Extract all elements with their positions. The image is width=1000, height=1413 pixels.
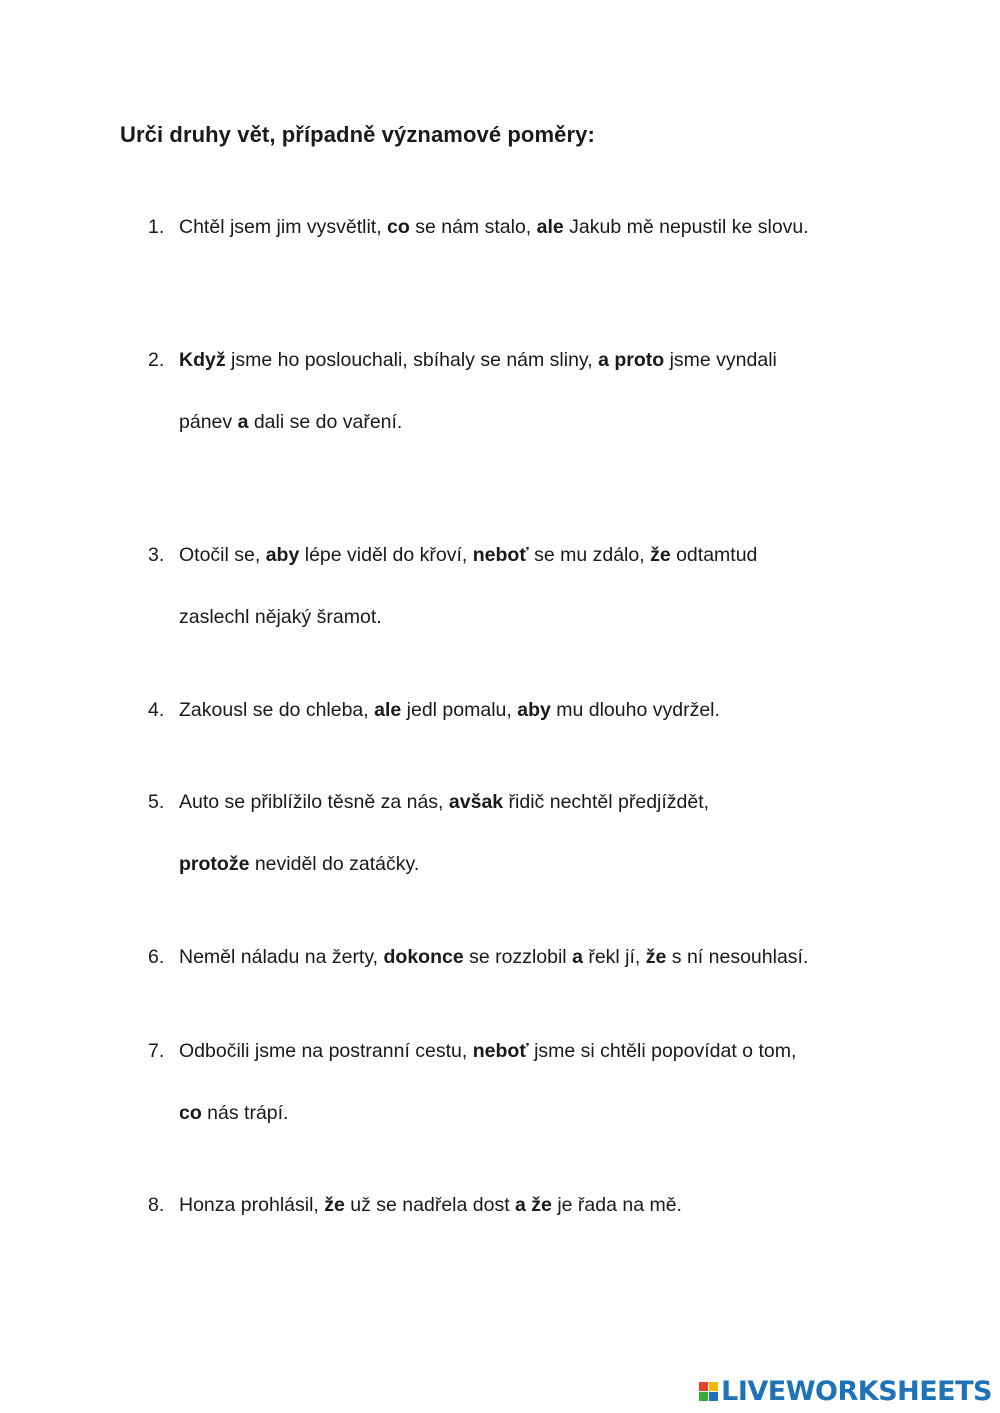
exercise-number: 5.: [148, 791, 165, 813]
exercise-number: 2.: [148, 349, 165, 371]
conjunction-bold: co: [387, 216, 410, 238]
exercise-item: [148, 1174, 879, 1236]
exercise-item: [148, 1020, 879, 1144]
conjunction-bold: ale: [536, 216, 564, 238]
conjunction-bold: protože: [179, 853, 250, 875]
sentence-text: jsme si chtěli popovídat o tom,: [528, 1040, 797, 1062]
conjunction-bold: aby: [265, 544, 300, 566]
sentence-line: [179, 329, 879, 391]
conjunction-bold: že: [645, 946, 667, 968]
conjunction-bold: a proto: [598, 349, 665, 371]
exercise-sentence: [179, 1174, 879, 1236]
sentence-text: nás trápí.: [201, 1102, 289, 1124]
sentence-line: [179, 586, 879, 648]
exercise-sentence: [179, 329, 879, 453]
sentence-text: Honza prohlásil,: [179, 1194, 325, 1216]
sentence-text: Neměl náladu na žerty,: [179, 946, 384, 968]
sentence-text: už se nadřela dost: [344, 1194, 516, 1216]
exercise-number: 4.: [148, 699, 165, 721]
sentence-line: [179, 679, 879, 741]
liveworksheets-logo: [699, 1376, 992, 1407]
sentence-text: Zakousl se do chleba,: [179, 699, 375, 721]
exercise-item: [148, 329, 879, 453]
sentence-text: jsme vyndali: [664, 349, 777, 371]
sentence-line: [179, 1020, 879, 1082]
sentence-text: s ní nesouhlasí.: [666, 946, 809, 968]
conjunction-bold: že: [650, 544, 671, 566]
conjunction-bold: ale: [374, 699, 402, 721]
sentence-line: [179, 771, 879, 833]
conjunction-bold: neboť: [472, 1040, 529, 1062]
sentence-text: dali se do vaření.: [248, 411, 403, 433]
exercise-item: [148, 196, 879, 258]
conjunction-bold: a že: [515, 1194, 552, 1216]
sentence-text: Otočil se,: [179, 544, 266, 566]
logo-text: LIVEWORKSHEETS: [721, 1376, 992, 1407]
sentence-text: Odbočili jsme na postranní cestu,: [179, 1040, 473, 1062]
sentence-line: [179, 524, 879, 586]
sentence-text: jsme ho poslouchali, sbíhaly se nám sliny,: [225, 349, 599, 371]
sentence-text: Chtěl jsem jim vysvětlit,: [179, 216, 388, 238]
sentence-line: [179, 391, 879, 453]
exercise-number: 7.: [148, 1040, 165, 1062]
sentence-text: jedl pomalu,: [401, 699, 518, 721]
sentence-text: pánev: [179, 411, 238, 433]
sentence-text: se mu zdálo,: [528, 544, 651, 566]
conjunction-bold: avšak: [448, 791, 504, 813]
sentence-text: lépe viděl do křoví,: [299, 544, 473, 566]
exercise-sentence: [179, 196, 879, 258]
conjunction-bold: a: [237, 411, 249, 433]
exercise-item: [148, 926, 879, 988]
sentence-text: řekl jí,: [582, 946, 646, 968]
worksheet-title: Urči druhy vět, případně významové poměry:: [120, 122, 595, 147]
exercise-number: 6.: [148, 946, 165, 968]
exercise-item: [148, 679, 879, 741]
sentence-text: Auto se přiblížilo těsně za nás,: [179, 791, 449, 813]
sentence-line: [179, 833, 879, 895]
conjunction-bold: že: [324, 1194, 345, 1216]
exercise-sentence: [179, 679, 879, 741]
conjunction-bold: neboť: [472, 544, 529, 566]
exercise-item: [148, 771, 879, 895]
liveworksheets-logo-icon: [699, 1382, 718, 1401]
conjunction-bold: dokonce: [383, 946, 464, 968]
sentence-text: řidič nechtěl předjíždět,: [503, 791, 710, 813]
sentence-text: se rozzlobil: [463, 946, 573, 968]
exercise-sentence: [179, 926, 879, 988]
sentence-text: mu dlouho vydržel.: [550, 699, 720, 721]
sentence-text: odtamtud: [670, 544, 758, 566]
sentence-text: Jakub mě nepustil ke slovu.: [563, 216, 809, 238]
exercise-number: 3.: [148, 544, 165, 566]
conjunction-bold: Když: [179, 349, 226, 371]
exercise-number: 8.: [148, 1194, 165, 1216]
exercise-sentence: [179, 1020, 879, 1144]
sentence-line: [179, 1174, 879, 1236]
exercise-item: [148, 524, 879, 648]
sentence-line: [179, 1082, 879, 1144]
sentence-line: [179, 196, 879, 258]
conjunction-bold: aby: [517, 699, 551, 721]
conjunction-bold: a: [572, 946, 583, 968]
exercise-sentence: [179, 771, 879, 895]
conjunction-bold: co: [179, 1102, 202, 1124]
sentence-line: [179, 926, 879, 988]
exercise-number: 1.: [148, 216, 165, 238]
sentence-text: zaslechl nějaký šramot.: [179, 606, 382, 628]
sentence-text: je řada na mě.: [551, 1194, 682, 1216]
exercise-sentence: [179, 524, 879, 648]
sentence-text: neviděl do zatáčky.: [249, 853, 420, 875]
sentence-text: se nám stalo,: [409, 216, 537, 238]
